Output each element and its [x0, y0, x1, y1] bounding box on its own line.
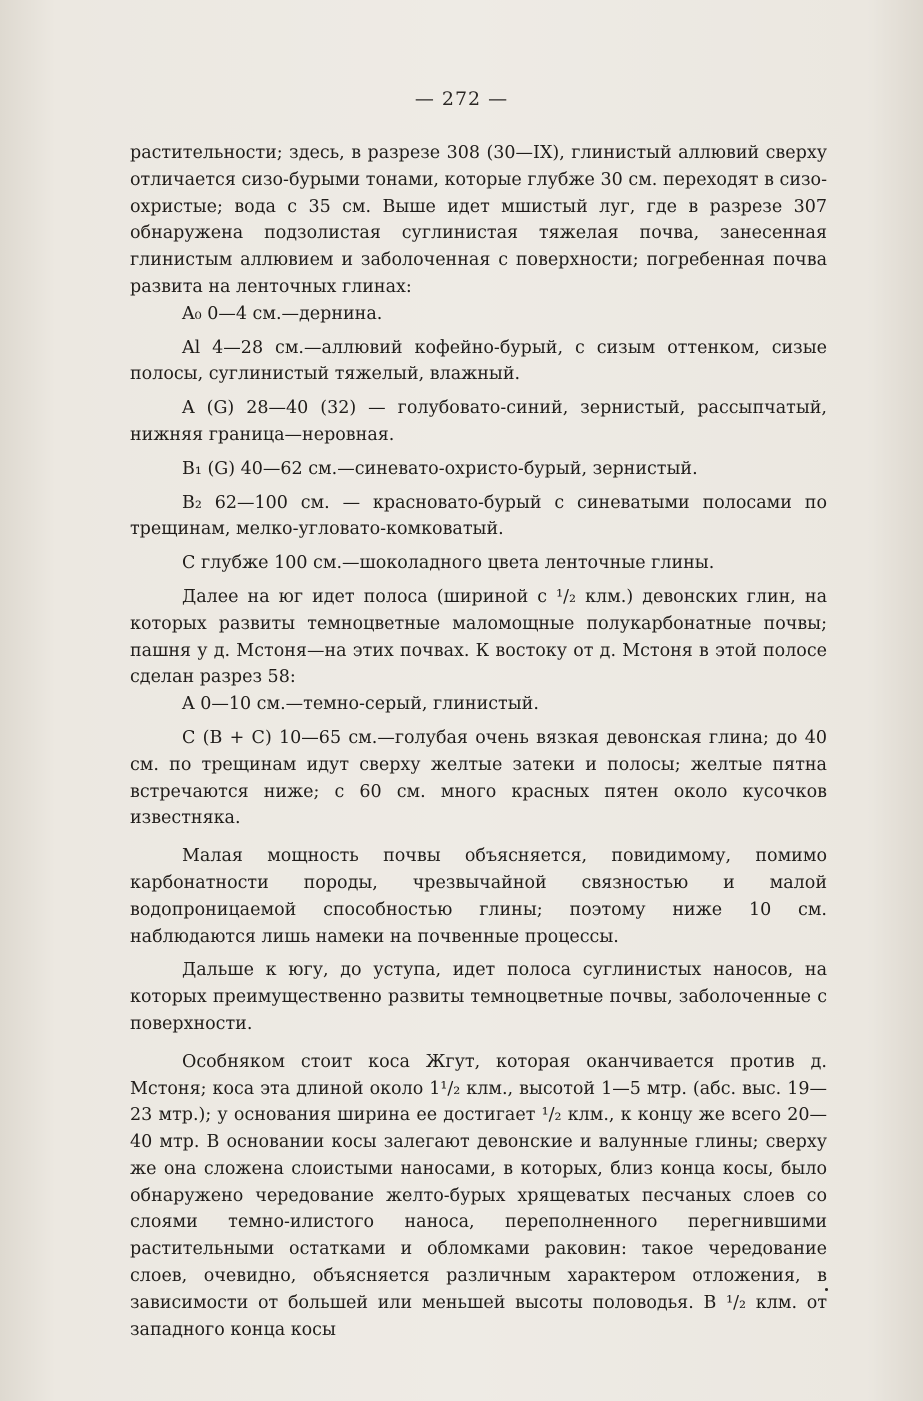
paragraph: A 0—10 см.—темно-серый, глинистый.	[182, 694, 539, 715]
paragraph: Малая мощность почвы объясняется, повидимому, помимо карбонатности породы, чрезвычайной связностью и малой водопроницаемой способностью глины; поэтому ниже 10 см. наблюдаются лишь намеки на почвенные процессы.	[130, 846, 827, 947]
paragraph: B₂ 62—100 см. — красновато-бурый с синеватыми полосами по трещинам, мелко-угловато-комковатый.	[130, 492, 827, 540]
page-number: — 272 —	[414, 88, 509, 110]
paragraph: A₀ 0—4 см.—дернина.	[182, 303, 383, 324]
paragraph: B₁ (G) 40—62 см.—синевато-охристо-бурый, зернистый.	[182, 458, 698, 479]
paragraph: растительности; здесь, в разрезе 308 (30—IX), глинистый аллювий сверху отличается сизо-бурыми тонами, которые глубже 30 см. переходят в сизо-охристые; вода с 35 см. Выше идет мшистый луг, где в разрезе 307 обнаружена подзолистая суглинистая тяжелая почва, занесенная глинистым аллювием и заболоченная с поверхности; погребенная почва развита на ленточных глинах:	[130, 143, 827, 297]
paragraph: Дальше к югу, до уступа, идет полоса суглинистых наносов, на которых преимущественно развиты темноцветные почвы, заболоченные с поверхности.	[130, 960, 827, 1034]
paragraph: Далее на юг идет полоса (шириной с ¹/₂ клм.) девонских глин, на которых развиты темноцветные маломощные полукарбонатные почвы; пашня у д. Мстоня—на этих почвах. К востоку от д. Мстоня в этой полосе сделан разрез 58:	[130, 586, 827, 688]
paragraph: Особняком стоит коса Жгут, которая оканчивается против д. Мстоня; коса эта длиной около 1¹/₂ клм., высотой 1—5 мтр. (абс. выс. 19—23 мтр.); у основания ширина ее достигает ¹/₂ клм., к концу же всего 20—40 мтр. В основании косы залегают девонские и валунные глины; сверху же она сложена слоистыми наносами, в которых, близ конца косы, было обнаружено чередование желто-бурых хрящеватых песчаных слоев со слоями темно-илистого наноса, переполненного перегнившими растительными остатками и обломками раковин: такое чередование слоев, очевидно, объясняется различным характером отложения, в зависимости от большей или меньшей высоты половодья. В ¹/₂ клм. от западного конца косы	[130, 1051, 827, 1340]
paragraph: C (B + C) 10—65 см.—голубая очень вязкая девонская глина; до 40 см. по трещинам идут сверху желтые затеки и полосы; желтые пятна встречаются ниже; с 60 см. много красных пятен около кусочков известняка.	[130, 727, 827, 829]
paragraph: A (G) 28—40 (32) — голубовато-синий, зернистый, рассыпчатый, нижняя граница—неровная.	[130, 398, 827, 445]
body-text	[130, 140, 827, 1343]
paragraph: С глубже 100 см.—шоколадного цвета ленточные глины.	[182, 553, 715, 574]
ink-speck	[825, 1288, 828, 1291]
paragraph: Al 4—28 см.—аллювий кофейно-бурый, с сизым оттенком, сизые полосы, суглинистый тяжелый, влажный.	[130, 337, 827, 385]
